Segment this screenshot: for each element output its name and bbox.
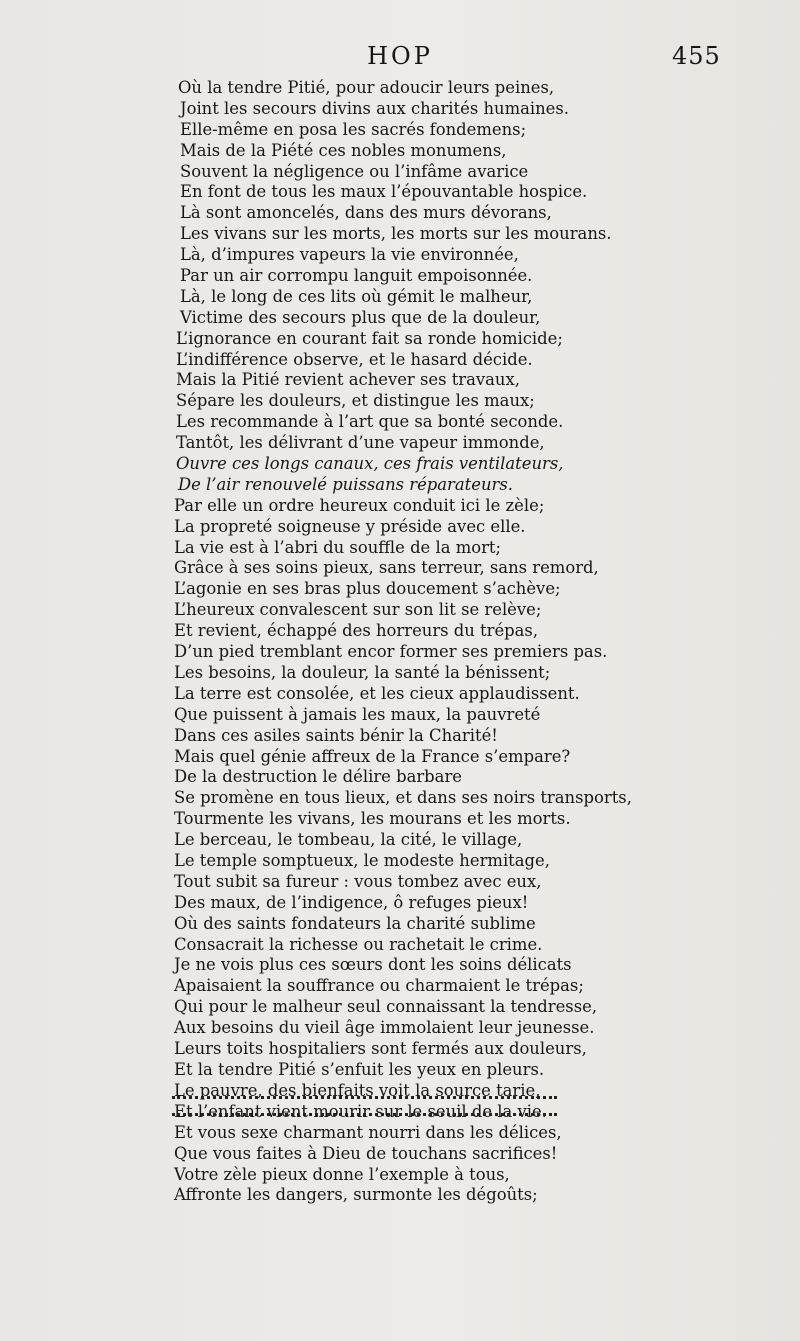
verse-line: L’heureux convalescent sur son lit se relève; bbox=[174, 600, 542, 620]
verse-line: Mais quel génie affreux de la France s’empare? bbox=[174, 746, 571, 766]
verse-line: De la destruction le délire barbare bbox=[174, 767, 462, 787]
verse-line: Tout subit sa fureur : vous tombez avec eux, bbox=[174, 871, 542, 891]
verse-line: Grâce à ses soins pieux, sans terreur, sans remord, bbox=[174, 558, 599, 578]
verse-line: Et revient, échappé des horreurs du trépas, bbox=[174, 621, 539, 641]
verse-line: Le pauvre, des bienfaits voit la source tarie, bbox=[174, 1080, 541, 1100]
verse-line: Les recommande à l’art que sa bonté seconde. bbox=[176, 412, 564, 432]
verse-line: Tantôt, les délivrant d’une vapeur immonde, bbox=[176, 433, 545, 453]
verse-line: Se promène en tous lieux, et dans ses noirs transports, bbox=[174, 788, 632, 808]
poem-stanza-2 bbox=[172, 1123, 792, 1206]
verse-line: Joint les secours divins aux charités humaines. bbox=[180, 98, 570, 118]
verse-line: Et la tendre Pitié s’enfuit les yeux en pleurs. bbox=[174, 1059, 545, 1079]
verse-line: Ouvre ces longs canaux, ces frais ventilateurs, bbox=[176, 454, 564, 474]
verse-line: D’un pied tremblant encor former ses premiers pas. bbox=[174, 642, 608, 662]
verse-line: Sépare les douleurs, et distingue les maux; bbox=[176, 391, 535, 411]
verse-line: Et l’enfant vient mourir sur le seuil de la vie. bbox=[174, 1101, 547, 1121]
ellipsis-divider-2 bbox=[172, 1113, 557, 1116]
verse-line: Par un air corrompu languit empoisonnée. bbox=[180, 266, 533, 286]
verse-line: Aux besoins du vieil âge immolaient leur jeunesse. bbox=[174, 1018, 595, 1038]
verse-line: Victime des secours plus que de la douleur, bbox=[180, 307, 541, 327]
ellipsis-divider-1 bbox=[172, 1096, 557, 1099]
verse-line: Mais la Pitié revient achever ses travaux, bbox=[176, 370, 520, 390]
verse-line: Les besoins, la douleur, la santé la bénissent; bbox=[174, 662, 551, 682]
verse-line: Apaisaient la souffrance ou charmaient le trépas; bbox=[174, 976, 584, 996]
verse-line: Où la tendre Pitié, pour adoucir leurs peines, bbox=[178, 78, 555, 97]
verse-line: Elle-même en posa les sacrés fondemens; bbox=[180, 119, 527, 139]
verse-line: La terre est consolée, et les cieux applaudissent. bbox=[174, 683, 580, 703]
verse-line: Consacrait la richesse ou rachetait le crime. bbox=[174, 934, 543, 954]
verse-line: Souvent la négligence ou l’infâme avarice bbox=[180, 161, 529, 181]
verse-line: Par elle un ordre heureux conduit ici le zèle; bbox=[174, 495, 545, 515]
verse-line: Le berceau, le tombeau, la cité, le village, bbox=[174, 830, 523, 850]
verse-line: Leurs toits hospitaliers sont fermés aux douleurs, bbox=[174, 1038, 587, 1058]
verse-line: Des maux, de l’indigence, ô refuges pieux! bbox=[174, 892, 529, 912]
verse-line: Là, d’impures vapeurs la vie environnée, bbox=[180, 245, 519, 265]
verse-line: Que vous faites à Dieu de touchans sacrifices! bbox=[174, 1143, 558, 1163]
verse-line: Qui pour le malheur seul connaissant la tendresse, bbox=[174, 997, 598, 1017]
verse-line: Le temple somptueux, le modeste hermitage, bbox=[174, 850, 550, 870]
verse-line: Mais de la Piété ces nobles monumens, bbox=[180, 140, 507, 160]
verse-line: Les vivans sur les morts, les morts sur les mourans. bbox=[180, 224, 612, 244]
verse-line: Tourmente les vivans, les mourans et les morts. bbox=[174, 809, 571, 829]
verse-line: L’agonie en ses bras plus doucement s’achève; bbox=[174, 579, 561, 599]
verse-line: Où des saints fondateurs la charité sublime bbox=[174, 913, 536, 933]
verse-line: L’ignorance en courant fait sa ronde homicide; bbox=[176, 328, 563, 348]
page-number: 455 bbox=[672, 42, 721, 70]
verse-line: Là sont amoncelés, dans des murs dévorans, bbox=[180, 203, 552, 223]
verse-line: Dans ces asiles saints bénir la Charité! bbox=[174, 725, 498, 745]
verse-line: Affronte les dangers, surmonte les dégoûts; bbox=[174, 1185, 538, 1205]
verse-line: Là, le long de ces lits où gémit le malheur, bbox=[180, 286, 533, 306]
verse-line: Je ne vois plus ces sœurs dont les soins délicats bbox=[174, 955, 572, 975]
verse-line: Et vous sexe charmant nourri dans les délices, bbox=[174, 1123, 562, 1142]
verse-line: La vie est à l’abri du souffle de la mort; bbox=[174, 537, 502, 557]
verse-line: Votre zèle pieux donne l’exemple à tous, bbox=[174, 1164, 510, 1184]
verse-line: De l’air renouvelé puissans réparateurs. bbox=[178, 474, 513, 494]
verse-line: En font de tous les maux l’épouvantable hospice. bbox=[180, 182, 588, 202]
verse-line: Que puissent à jamais les maux, la pauvreté bbox=[174, 704, 541, 724]
verse-line: L’indifférence observe, et le hasard décide. bbox=[176, 349, 533, 369]
verse-line: La propreté soigneuse y préside avec elle. bbox=[174, 516, 526, 536]
running-head: HOP bbox=[367, 42, 433, 70]
poem-stanza-1 bbox=[172, 78, 792, 1123]
